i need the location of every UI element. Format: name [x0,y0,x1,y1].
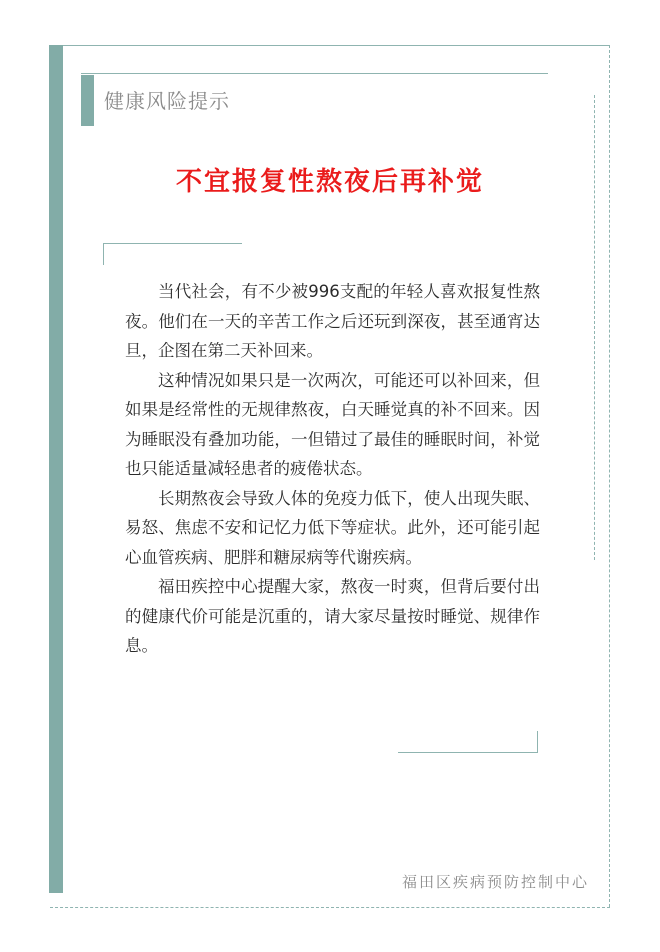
outer-frame-top-line [50,45,610,46]
corner-bracket-bottom-right-horizontal [398,752,538,753]
article-body [125,277,540,661]
section-label: 健康风险提示 [104,89,230,113]
article-paragraph: 福田疾控中心提醒大家，熬夜一时爽，但背后要付出的健康代价可能是沉重的，请大家尽量按时睡觉、规律作息。 [125,577,540,655]
footer-organization: 福田区疾病预防控制中心 [401,873,589,891]
corner-bracket-bottom-right-vertical [537,731,538,753]
header-accent-block [81,75,94,126]
inner-frame-top-line [81,73,548,74]
article-title: 不宜报复性熬夜后再补觉 [175,167,484,197]
article-paragraph: 这种情况如果只是一次两次，可能还可以补回来，但如果是经常性的无规律熬夜，白天睡觉真的补不回来。因为睡眠没有叠加功能，一但错过了最佳的睡眠时间，补觉也只能适量减轻患者的疲倦状态。 [125,370,540,478]
article-paragraph: 长期熬夜会导致人体的免疫力低下，使人出现失眠、易怒、焦虑不安和记忆力低下等症状。此外，还可能引起心血管疾病、肥胖和糖尿病等代谢疾病。 [125,488,540,567]
corner-bracket-top-left-horizontal [103,243,242,244]
corner-bracket-top-left-vertical [103,243,104,265]
article-paragraph: 当代社会，有不少被996支配的年轻人喜欢报复性熬夜。他们在一天的辛苦工作之后还玩到深夜，甚至通宵达旦，企图在第二天补回来。 [125,282,540,360]
outer-frame-bottom-dashed-line [50,907,610,908]
